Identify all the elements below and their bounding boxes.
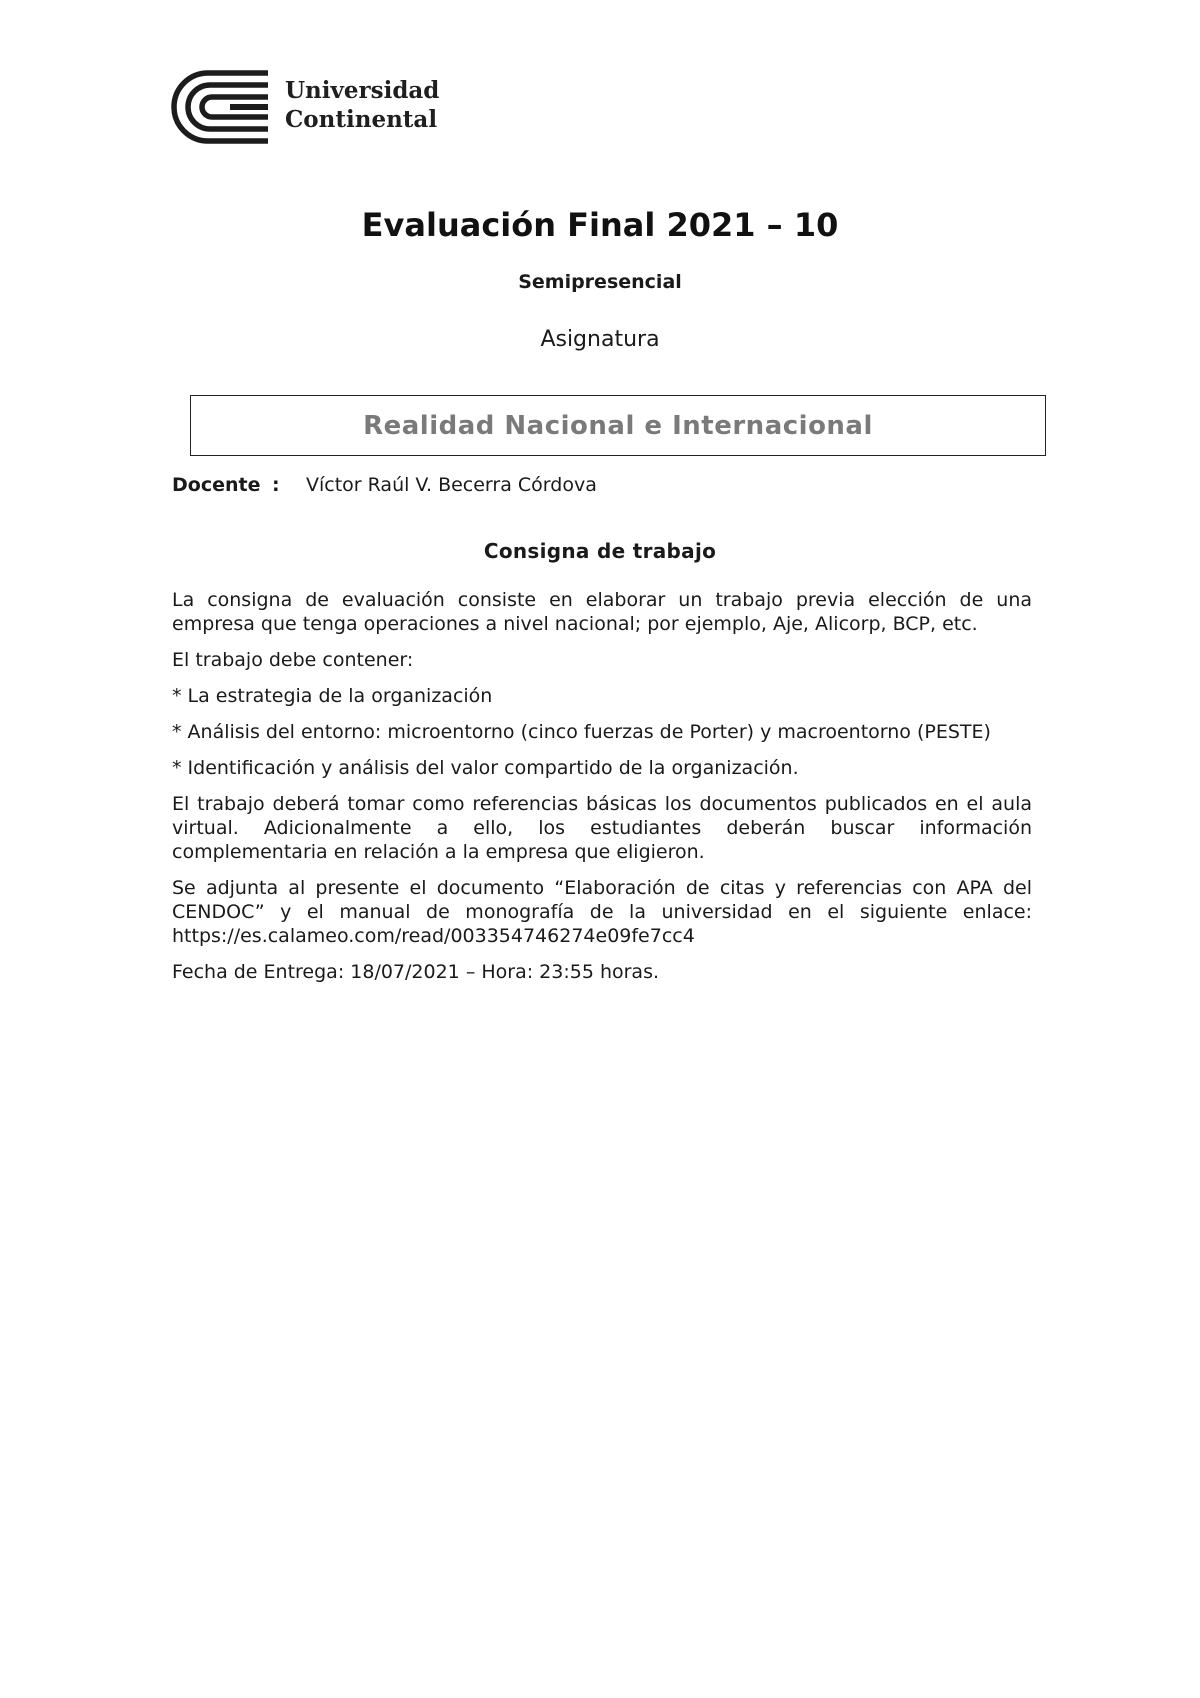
subject-box bbox=[190, 395, 1046, 456]
paragraph-attachment-link: Se adjunta al presente el documento “Elaboración de citas y referencias con APA del CENDOC” y el manual de monografía de la universidad en el siguiente enlace: https://es.calameo.com/read/003354746274e09fe7cc4 bbox=[172, 877, 1032, 947]
paragraph-due-date: Fecha de Entrega: 18/07/2021 – Hora: 23:55 horas. bbox=[172, 961, 660, 983]
paragraph-references: El trabajo deberá tomar como referencias básicas los documentos publicados en el aula virtual. Adicionalmente a ello, los estudiantes deberán buscar información complementaria en relación a la empresa que eligieron. bbox=[172, 793, 1032, 863]
teacher-separator: : bbox=[272, 474, 280, 496]
paragraph-content-heading: El trabajo debe contener: bbox=[172, 649, 414, 671]
paragraph-intro: La consigna de evaluación consiste en elaborar un trabajo previa elección de una empresa que tenga operaciones a nivel nacional; por ejemplo, Aje, Alicorp, BCP, etc. bbox=[172, 589, 1032, 635]
teacher-line bbox=[172, 472, 597, 498]
university-name bbox=[285, 76, 439, 134]
subject-label: Asignatura bbox=[540, 327, 660, 352]
bullet-shared-value: * Identificación y análisis del valor compartido de la organización. bbox=[172, 757, 799, 779]
teacher-label: Docente bbox=[172, 474, 261, 496]
bullet-strategy: * La estrategia de la organización bbox=[172, 685, 493, 707]
university-name-line1: Universidad bbox=[285, 77, 440, 104]
document-title: Evaluación Final 2021 – 10 bbox=[361, 206, 839, 244]
instructions-body bbox=[172, 588, 1032, 996]
university-logo-icon bbox=[170, 70, 270, 144]
university-logo bbox=[170, 70, 450, 146]
modality: Semipresencial bbox=[518, 271, 682, 293]
teacher-name: Víctor Raúl V. Becerra Córdova bbox=[306, 474, 597, 496]
subject-name: Realidad Nacional e Internacional bbox=[363, 410, 873, 441]
section-title: Consigna de trabajo bbox=[483, 539, 717, 563]
bullet-environment-analysis: * Análisis del entorno: microentorno (cinco fuerzas de Porter) y macroentorno (PESTE) bbox=[172, 721, 991, 743]
university-name-line2: Continental bbox=[285, 106, 438, 133]
